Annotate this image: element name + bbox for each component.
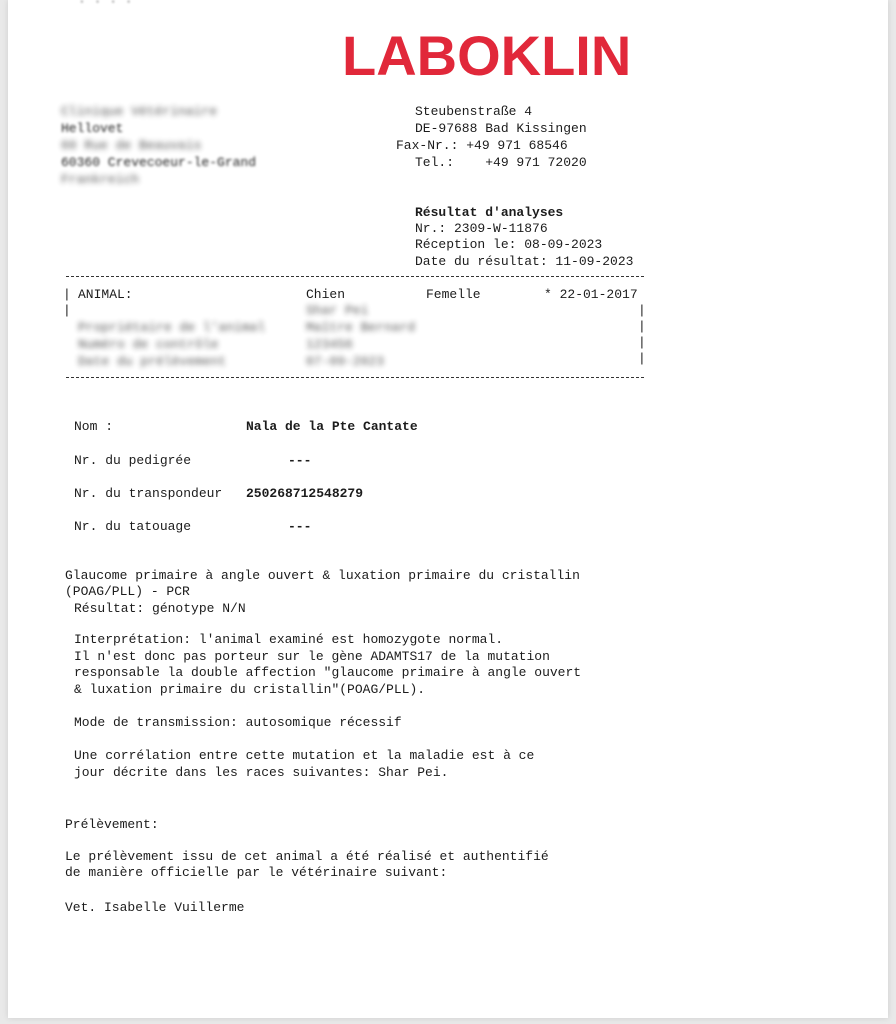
pedigree-label: Nr. du pedigrée — [74, 453, 192, 468]
tattoo-label: Nr. du tatouage — [74, 519, 192, 534]
result-title: Résultat d'analyses — [415, 205, 564, 220]
correlation-line-2: jour décrite dans les races suivantes: Shar Pei. — [74, 765, 449, 780]
clinic-line-5: Frankreich — [61, 172, 140, 187]
blur-row-2-label: Numéro de contrôle — [78, 337, 219, 352]
top-mark: · · · · — [78, 0, 133, 9]
interpretation-line-3: responsable la double affection "glaucome primaire à angle ouvert — [74, 665, 582, 680]
result-date: Date du résultat: 11-09-2023 — [415, 254, 634, 269]
box-top-border — [66, 276, 644, 277]
interpretation-line-1: Interprétation: l'animal examiné est homozygote normal. — [74, 632, 504, 647]
sampling-title: Prélèvement: — [65, 817, 159, 832]
animal-birth: * 22-01-2017 — [544, 287, 638, 302]
veterinarian-name: Vet. Isabelle Vuillerme — [65, 900, 245, 915]
transmission-mode: Mode de transmission: autosomique récessif — [74, 715, 402, 730]
sampling-line-1: Le prélèvement issu de cet animal a été réalisé et authentifié — [65, 849, 549, 864]
clinic-line-2: Hellovet — [61, 121, 124, 136]
nom-label: Nom : — [74, 419, 114, 434]
test-name-line-1: Glaucome primaire à angle ouvert & luxation primaire du cristallin — [65, 568, 580, 583]
animal-breed: Shar Pei — [306, 303, 369, 318]
correlation-line-1: Une corrélation entre cette mutation et la maladie est à ce — [74, 748, 535, 763]
clinic-line-4: 60360 Crevecoeur-le-Grand — [61, 155, 257, 170]
result-number: Nr.: 2309-W-11876 — [415, 221, 548, 236]
pedigree-value: --- — [288, 453, 312, 468]
lab-street: Steubenstraße 4 — [415, 104, 533, 119]
test-name-line-2: (POAG/PLL) - PCR — [65, 584, 190, 599]
lab-city: DE-97688 Bad Kissingen — [415, 121, 587, 136]
lab-tel: Tel.: +49 971 72020 — [415, 155, 587, 170]
clinic-line-3: 60 Rue de Beauvais — [61, 138, 202, 153]
animal-sex: Femelle — [426, 287, 481, 302]
box-bottom-border — [66, 377, 644, 378]
sampling-line-2: de manière officielle par le vétérinaire suivant: — [65, 865, 448, 880]
animal-species: Chien — [306, 287, 346, 302]
reception-date: Réception le: 08-09-2023 — [415, 237, 603, 252]
test-result: Résultat: génotype N/N — [74, 601, 246, 616]
blur-row-1-label: Propriétaire de l'animal — [78, 320, 266, 335]
transponder-value: 250268712548279 — [246, 486, 364, 501]
box-right-border: | | | | — [638, 303, 646, 366]
blur-row-1-value: Maître Bernard — [306, 320, 416, 335]
blur-row-3-value: 07-09-2023 — [306, 354, 385, 369]
clinic-line-1: Clinique Vétérinaire — [61, 104, 218, 119]
box-left-border: | | — [63, 287, 71, 318]
animal-label: ANIMAL: — [78, 287, 133, 302]
document-page — [8, 0, 888, 1018]
transponder-label: Nr. du transpondeur — [74, 486, 223, 501]
blur-row-3-label: Date du prélèvement — [78, 354, 227, 369]
interpretation-line-4: & luxation primaire du cristallin"(POAG/PLL). — [74, 682, 426, 697]
tattoo-value: --- — [288, 519, 312, 534]
interpretation-line-2: Il n'est donc pas porteur sur le gène ADAMTS17 de la mutation — [74, 649, 550, 664]
lab-fax: Fax-Nr.: +49 971 68546 — [396, 138, 568, 153]
blur-row-2-value: 123456 — [306, 337, 353, 352]
laboklin-logo: LABOKLIN — [342, 24, 632, 87]
nom-value: Nala de la Pte Cantate — [246, 419, 418, 434]
